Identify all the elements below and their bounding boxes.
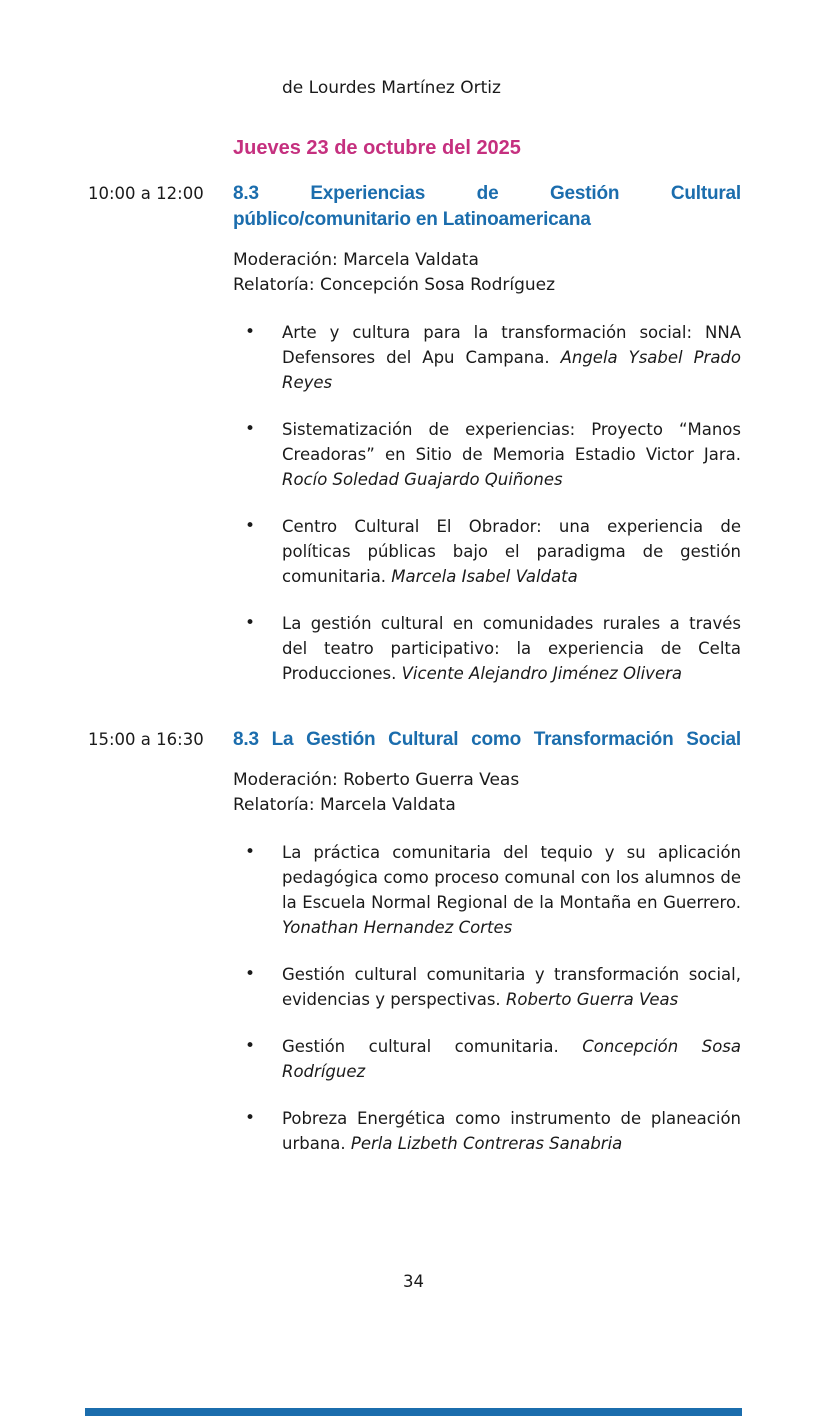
bullet-icon: • xyxy=(245,419,256,439)
session-block-2 xyxy=(0,727,827,1178)
presentation-author: Concepción Sosa Rodríguez xyxy=(282,1037,741,1081)
presentation-author: Roberto Guerra Veas xyxy=(505,990,679,1009)
presentation-title: Arte y cultura para la transformación social: NNA Defensores del Apu Campana. xyxy=(282,323,741,367)
presentation-item xyxy=(233,840,741,940)
bullet-icon: • xyxy=(245,322,256,342)
session-title-line-1: 8.3 Experiencias de Gestión Cultural xyxy=(233,183,741,204)
rapporteur-line: Relatoría: Concepción Sosa Rodríguez xyxy=(233,275,556,295)
presentation-author: Rocío Soledad Guajardo Quiñones xyxy=(282,470,563,489)
presentation-author: Perla Lizbeth Contreras Sanabria xyxy=(350,1134,623,1153)
session-title-line-1: 8.3 La Gestión Cultural como Transformación Social xyxy=(233,729,741,750)
footer-rule xyxy=(85,1408,742,1416)
bullet-icon: • xyxy=(245,613,256,633)
presentation-list xyxy=(233,320,741,686)
presentation-author: Vicente Alejandro Jiménez Olivera xyxy=(401,664,682,683)
presentation-title: Gestión cultural comunitaria. xyxy=(282,1037,559,1056)
date-heading: Jueves 23 de octubre del 2025 xyxy=(233,137,521,159)
session-title xyxy=(233,181,741,233)
moderation-line: Moderación: Roberto Guerra Veas xyxy=(233,770,520,790)
presentation-title: La gestión cultural en comunidades rurales a través del teatro participativo: la experiencia de Celta Producciones. xyxy=(282,614,741,683)
presentation-item xyxy=(233,320,741,395)
session-title-line-2: público/comunitario en Latinoamericana xyxy=(233,209,591,230)
session-block-1 xyxy=(0,181,827,708)
rapporteur-line: Relatoría: Marcela Valdata xyxy=(233,795,456,815)
session-roles xyxy=(233,768,741,818)
continuation-line: de Lourdes Martínez Ortiz xyxy=(282,78,501,98)
session-content xyxy=(233,181,741,708)
presentation-item xyxy=(233,611,741,686)
bullet-icon: • xyxy=(245,516,256,536)
presentation-title: Sistematización de experiencias: Proyecto “Manos Creadoras” en Sitio de Memoria Estadio Victor Jara. xyxy=(282,420,741,464)
bullet-icon: • xyxy=(245,842,256,862)
presentation-author: Yonathan Hernandez Cortes xyxy=(282,918,513,937)
session-title xyxy=(233,727,741,753)
presentation-title: Gestión cultural comunitaria y transformación social, evidencias y perspectivas. xyxy=(282,965,741,1009)
page-number: 34 xyxy=(403,1272,424,1291)
presentation-title: Pobreza Energética como instrumento de planeación urbana. xyxy=(282,1109,741,1153)
presentation-item xyxy=(233,1034,741,1084)
session-time: 15:00 a 16:30 xyxy=(88,730,204,749)
presentation-item xyxy=(233,962,741,1012)
bullet-icon: • xyxy=(245,1036,256,1056)
session-roles xyxy=(233,248,741,298)
presentation-author: Marcela Isabel Valdata xyxy=(391,567,578,586)
presentation-item xyxy=(233,417,741,492)
bullet-icon: • xyxy=(245,964,256,984)
session-time: 10:00 a 12:00 xyxy=(88,184,204,203)
presentation-title: La práctica comunitaria del tequio y su aplicación pedagógica como proceso comunal con los alumnos de la Escuela Normal Regional de la Montaña en Guerrero. xyxy=(282,843,741,912)
presentation-item xyxy=(233,514,741,589)
bullet-icon: • xyxy=(245,1108,256,1128)
presentation-author: Angela Ysabel Prado Reyes xyxy=(282,348,742,392)
presentation-title: Centro Cultural El Obrador: una experiencia de políticas públicas bajo el paradigma de gestión comunitaria. xyxy=(282,517,741,586)
moderation-line: Moderación: Marcela Valdata xyxy=(233,250,479,270)
presentation-list xyxy=(233,840,741,1156)
presentation-item xyxy=(233,1106,741,1156)
session-content xyxy=(233,727,741,1178)
